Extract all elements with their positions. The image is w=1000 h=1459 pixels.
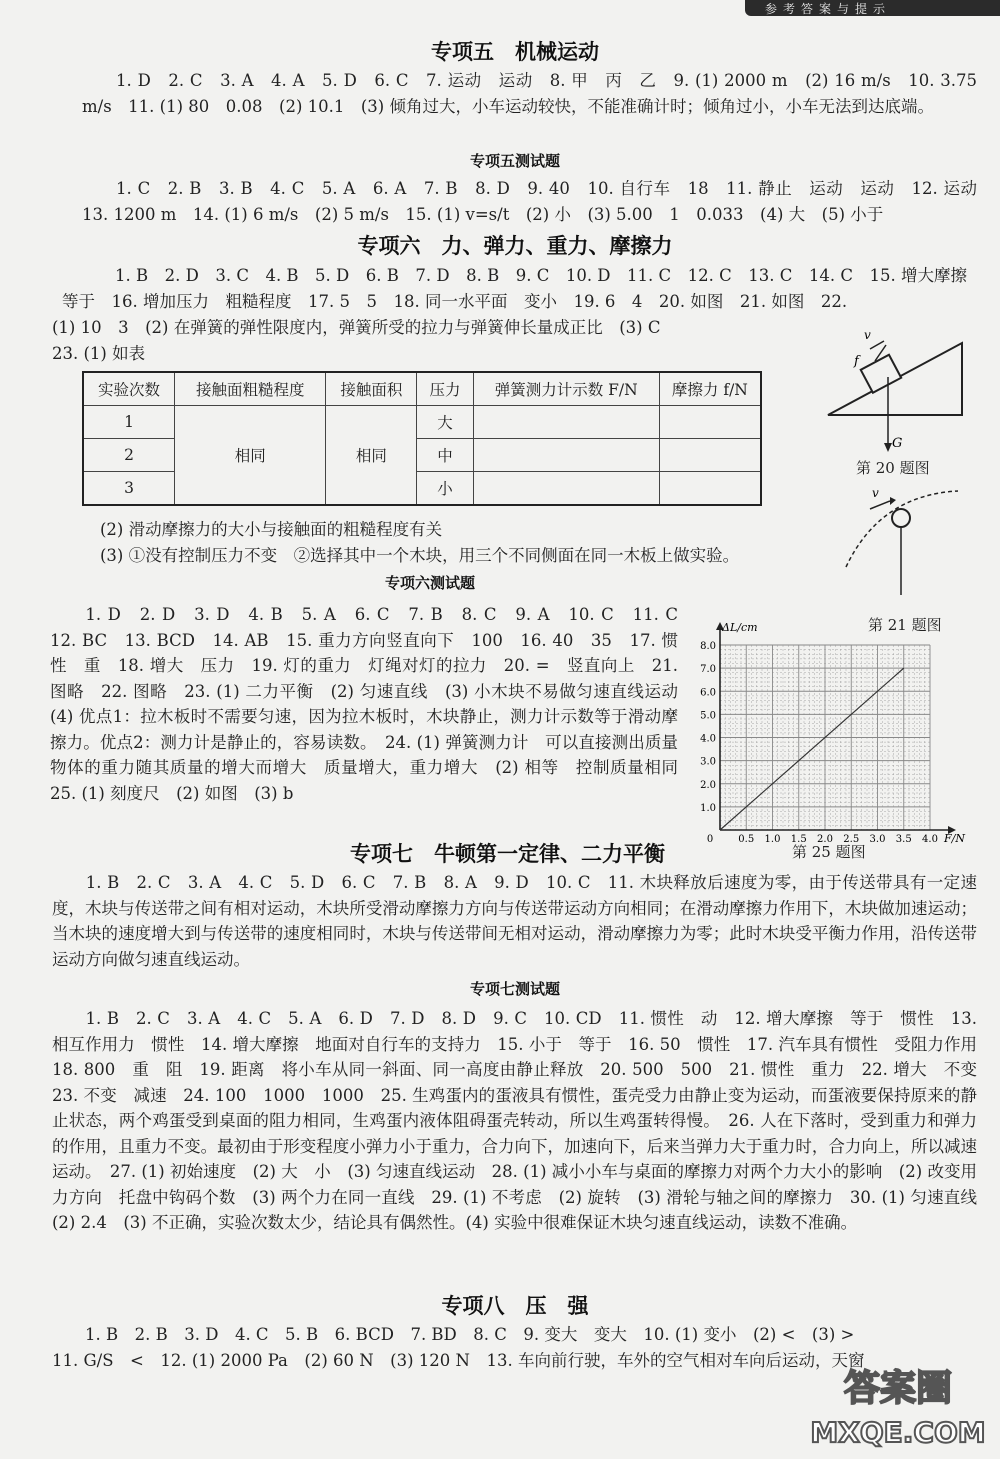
table-cell — [473, 472, 659, 506]
section-6-line-3: (1) 10 3 (2) 在弹簧的弹性限度内，弹簧所受的拉力与弹簧伸长量成正比 (3) C — [52, 318, 661, 337]
figure-25-chart — [690, 621, 970, 845]
table-cell: 相同 — [326, 406, 417, 506]
y-tick-label: 2.0 — [700, 779, 716, 791]
table-header: 压力 — [417, 372, 473, 406]
section-6-line-1: 1. B 2. D 3. C 4. B 5. D 6. B 7. D 8. B 9. C 10. D 11. C 12. C 13. C 14. C 15. 增大摩擦 — [82, 266, 967, 285]
figure-21 — [840, 485, 960, 605]
x-tick-label: 2.0 — [817, 834, 833, 845]
x-tick-label: 3.5 — [895, 834, 912, 845]
section-7-test-answers: 1. B 2. C 3. A 4. C 5. A 6. D 7. D 8. D 9. C 10. CD 11. 惯性 动 12. 增大摩擦 等于 惯性 13. 相互作用力 惯性 14. 增大摩擦 地面对自行车的支持力 15. 小于 等于 16. 50 惯性 17. 汽车具有惯性 受阻力作用 18. 800 重 阻 19. 距离 将小车从同一斜面、同一高度由静止释放 20. 500 500 21. 惯性 重力 22. 增大 不变 23. 不变 减速 24. 100 1000 1000 25. 生鸡蛋内的蛋液具有惯性，蛋壳受力由静止变为运动，而蛋液要保持原来的静止状态，两个鸡蛋受到桌面的阻力相同，生鸡蛋内液体阻碍蛋壳转动，所以生鸡蛋转得慢。 26. 人在下落时，受到重力和弹力的作用，且重力不变。最初由于形变程度小弹力小于重力，合力向下，加速向下，后来当弹力大于重力时，合力向上，所以减速运动。 27. (1) 初始速度 (2) 大 小 (3) 匀速直线运动 28. (1) 减小小车与桌面的摩擦力对两个力大小的影响 (2) 改变用力方向 托盘中钩码个数 (3) 两个力在同一直线 29. (1) 不考虑 (2) 旋转 (3) 滑轮与轴之间的摩擦力 30. (1) 匀速直线 (2) 2.4 (3) 不正确，实验次数太少，结论具有偶然性。(4) 实验中很难保证木块匀速直线运动，读数不准确。 — [52, 1009, 994, 1232]
figure-25-caption: 第 25 题图 — [792, 843, 866, 861]
table-cell — [473, 406, 659, 439]
table-cell: 小 — [417, 472, 473, 506]
table-header: 弹簧测力计示数 F/N — [473, 372, 659, 406]
section-8-line-2: 11. G/S < 12. (1) 2000 Pa (2) 60 N (3) 120 N 13. 车向前行驶，车外的空气相对车向后运动，天窗 — [52, 1351, 865, 1370]
table-cell: 3 — [83, 472, 175, 506]
y-tick-label: 1.0 — [700, 802, 716, 814]
table-header: 实验次数 — [83, 372, 175, 406]
ball-shape — [892, 509, 910, 527]
table-cell: 2 — [83, 439, 175, 472]
y-tick-label: 5.0 — [700, 710, 716, 722]
y-tick-label: 8.0 — [700, 641, 716, 652]
y-tick-label: 4.0 — [700, 733, 716, 745]
section-6-line-2: 等于 16. 增加压力 粗糙程度 17. 5 5 18. 同一水平面 变小 19. 6 4 20. 如图 21. 如图 22. — [62, 292, 848, 311]
table-header: 接触面积 — [326, 372, 417, 406]
section-title-5-test: 专项五测试题 — [469, 152, 560, 170]
label-v: v — [872, 486, 879, 500]
watermark-logo — [808, 1362, 988, 1457]
table-cell: 大 — [417, 406, 473, 439]
table-header-row — [83, 372, 761, 406]
section-title-6: 专项六 力、弹力、重力、摩擦力 — [357, 234, 673, 258]
x-tick-label: 4.0 — [922, 834, 938, 845]
block-shape — [861, 355, 901, 393]
velocity-arrow — [870, 501, 890, 509]
table-cell — [473, 439, 659, 472]
x-tick-label: 1.0 — [764, 834, 781, 845]
section-6-line-4: 23. (1) 如表 — [52, 344, 146, 363]
y-tick-label: 3.0 — [700, 756, 716, 768]
table-cell — [659, 439, 761, 472]
section-8-line-1: 1. B 2. B 3. D 4. C 5. B 6. BCD 7. BD 8. C 9. 变大 变大 10. (1) 变小 (2) < (3) > — [52, 1325, 855, 1344]
table-header: 接触面粗糙程度 — [175, 372, 326, 406]
experiment-table — [82, 371, 762, 506]
section-title-8: 专项八 压 强 — [441, 1294, 589, 1318]
trajectory-curve — [846, 491, 958, 567]
section-title-7-test: 专项七测试题 — [469, 980, 560, 998]
velocity-arrowhead — [890, 497, 896, 505]
table-header: 摩擦力 f/N — [659, 372, 761, 406]
x-tick-label: 2.5 — [843, 834, 860, 845]
section-7-answers: 1. B 2. C 3. A 4. C 5. D 6. C 7. B 8. A 9. D 10. C 11. 木块释放后速度为零，由于传送带具有一定速度，木块与传送带之间有相对运动，木块所受滑动摩擦力方向与传送带运动方向相同；在滑动摩擦力作用下，木块做加速运动；当木块的速度增大到与传送带的速度相同时，木块与传送带间无相对运动，滑动摩擦力为零；此时木块受平衡力作用，沿传送带运动方向做匀速直线运动。 — [52, 873, 977, 969]
section-6-test-answers: 1. D 2. D 3. D 4. B 5. A 6. C 7. B 8. C 9. A 10. C 11. C 12. BC 13. BCD 14. AB 15. 重力方向竖直向下 100 16. 40 35 17. 惯性 重 18. 增大 压力 19. 灯的重力 灯绳对灯的拉力 20. = 竖直向上 21. 图略 22. 图略 23. (1) 二力平衡 (2) 匀速直线 (3) 小木块不易做匀速直线运动 (4) 优点1：拉木板时不需要匀速，因为拉木板时，木块静止，测力计示数等于滑动摩擦力。优点2：测力计是静止的，容易读数。 24. (1) 弹簧测力计 可以直接测出质量 物体的重力随其质量的增大而增大 质量增大，重力增大 (2) 相等 控制质量相同 25. (1) 刻度尺 (2) 如图 (3) b — [50, 605, 695, 803]
watermark-en: MXQE.COM — [810, 1416, 986, 1449]
table-cell — [659, 472, 761, 506]
x-axis-label: F/N — [944, 832, 965, 845]
label-f: f — [854, 354, 859, 369]
section-6-after-1: (2) 滑动摩擦力的大小与接触面的粗糙程度有关 — [100, 520, 443, 539]
table-cell — [659, 406, 761, 439]
header-tab-text: 参考答案与提示 — [765, 2, 892, 16]
table-cell: 中 — [417, 439, 473, 472]
table-cell: 相同 — [175, 406, 326, 506]
section-6-after-2: (3) ①没有控制压力不变 ②选择其中一个木块，用三个不同侧面在同一木板上做实验。 — [100, 546, 740, 565]
figure-20 — [820, 325, 970, 455]
label-v: v — [864, 328, 871, 342]
section-title-7: 专项七 牛顿第一定律、二力平衡 — [350, 842, 665, 866]
figure-21-caption: 第 21 题图 — [868, 616, 942, 634]
section-title-5: 专项五 机械运动 — [431, 40, 599, 64]
gravity-arrowhead — [884, 443, 892, 452]
x-tick-label: 3.0 — [869, 834, 886, 845]
watermark-cn: 答案圈 — [843, 1368, 953, 1409]
table-cell: 1 — [83, 406, 175, 439]
series-line — [720, 668, 904, 830]
velocity-arrow — [870, 341, 884, 349]
y-tick-label: 6.0 — [700, 687, 716, 699]
x-tick-label: 0.5 — [738, 834, 755, 845]
x-tick-label: 0 — [706, 834, 714, 845]
section-title-6-test: 专项六测试题 — [384, 574, 475, 592]
figure-20-caption: 第 20 题图 — [856, 459, 930, 477]
table-row — [83, 406, 761, 439]
section-5-answers: 1. D 2. C 3. A 4. A 5. D 6. C 7. 运动 运动 8. 甲 丙 乙 9. (1) 2000 m (2) 16 m/s 10. 3.75 m/s 11. (1) 80 0.08 (2) 10.1 (3) 倾角过大，小车运动较快，不能准确计时；倾角过小，小车无法到达底端。 — [82, 71, 983, 116]
x-tick-label: 1.5 — [790, 834, 807, 845]
section-5-test-answers: 1. C 2. B 3. B 4. C 5. A 6. A 7. B 8. D 9. 40 10. 自行车 18 11. 静止 运动 运动 12. 运动 13. 1200 m 14. (1) 6 m/s (2) 5 m/s 15. (1) v=s/t (2) 小 (3) 5.00 1 0.033 (4) 大 (5) 小于 — [82, 179, 994, 224]
y-axis-label: ΔL/cm — [722, 621, 758, 634]
header-tab — [745, 0, 1000, 16]
label-g: G — [892, 436, 903, 451]
y-tick-label: 7.0 — [700, 664, 716, 676]
